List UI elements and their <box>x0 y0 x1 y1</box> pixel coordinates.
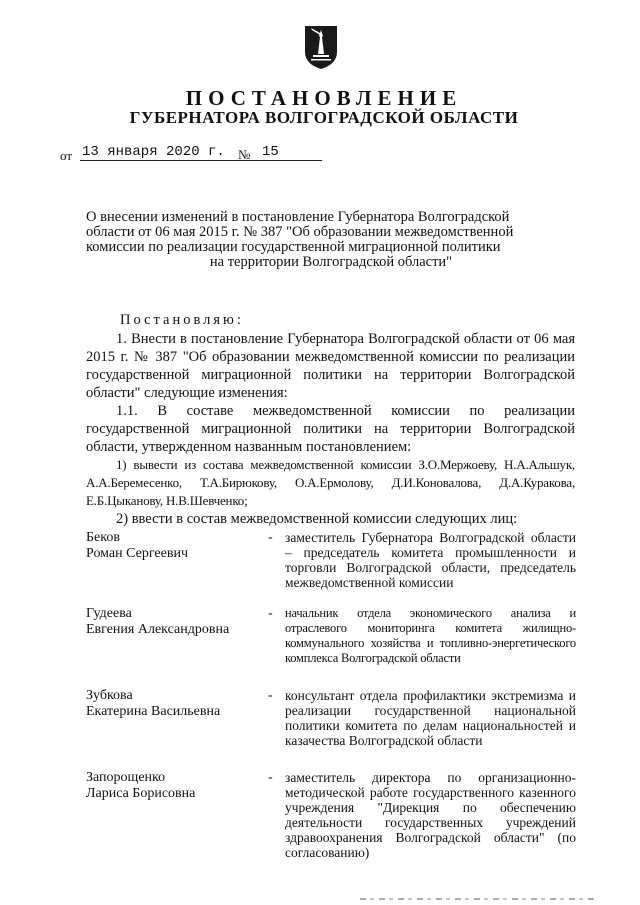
member-name <box>86 530 266 562</box>
member-given-name: Екатерина Васильевна <box>86 704 221 719</box>
number-label: № <box>238 147 251 162</box>
member-surname: Запорощенко <box>86 770 166 785</box>
member-name <box>86 770 266 802</box>
member-surname: Гудеева <box>86 606 132 621</box>
document-subject <box>86 210 576 270</box>
paragraph: 1) вывести из состава межведомственной комиссии З.О.Мержоеву, Н.А.Альшук, А.А.Беремесенко, Т.А.Бирюкову, О.А.Ермолову, Д.И.Коновалова, Д.А.Куракова, Е.Б.Цыканову, Н.В.Шевченко; <box>86 457 575 508</box>
member-surname: Зубкова <box>86 688 133 703</box>
member-name <box>86 606 266 638</box>
document-issuer: ГУБЕРНАТОРА ВОЛГОГРАДСКОЙ ОБЛАСТИ <box>129 108 519 127</box>
subject-line: О внесении изменений в постановление Губернатора Волгоградской <box>86 209 510 225</box>
member-name <box>86 688 266 720</box>
member-position: консультант отдела профилактики экстремизма и реализации государственной национальной политики комитета по делам национальностей и казачества Волгоградской области <box>285 688 576 748</box>
member-dash: - <box>268 530 273 545</box>
subject-line: области от 06 мая 2015 г. № 387 "Об образовании межведомственной <box>86 224 514 240</box>
member-dash: - <box>268 606 273 621</box>
document-date: 13 января 2020 г. <box>80 144 287 161</box>
member-position: заместитель директора по организационно-методической работе государственного казенного учреждения "Дирекция по обеспечению деятельности государственных учреждений здравоохранения Волгоградской области" (по согласованию) <box>285 770 576 860</box>
scan-artifact <box>360 898 598 900</box>
document-body <box>86 330 575 528</box>
paragraph: 1.1. В составе межведомственной комиссии по реализации государственной миграционной политики на территории Волгоградской области, утвержденном названным постановлением: <box>86 403 575 455</box>
subject-line: на территории Волгоградской области" <box>209 254 453 270</box>
date-prefix: от <box>60 148 73 163</box>
volgograd-emblem-icon <box>303 24 339 70</box>
member-surname: Беков <box>86 530 120 545</box>
member-dash: - <box>268 770 273 785</box>
paragraph: 2) ввести в состав межведомственной комиссии следующих лиц: <box>116 511 518 527</box>
document-number: 15 <box>258 144 322 161</box>
member-position: начальник отдела экономического анализа и отраслевого мониторинга комитета жилищно-коммунального хозяйства и топливно-энергетического комплекса Волгоградской области <box>285 606 576 665</box>
document-title: ПОСТАНОВЛЕНИЕ <box>185 86 463 110</box>
member-dash: - <box>268 688 273 703</box>
member-given-name: Роман Сергеевич <box>86 546 188 561</box>
resolve-heading: Постановляю: <box>120 312 244 328</box>
member-given-name: Лариса Борисовна <box>86 786 196 801</box>
member-given-name: Евгения Александровна <box>86 622 230 637</box>
member-position: заместитель Губернатора Волгоградской области – председатель комитета промышленности и торговли Волгоградской области, председатель межведомственной комиссии <box>285 530 576 590</box>
subject-line: комиссии по реализации государственной миграционной политики <box>86 239 501 255</box>
paragraph: 1. Внести в постановление Губернатора Волгоградской области от 06 мая 2015 г. № 387 "Об образовании межведомственной комиссии по реализации государственной миграционной политики на территории Волгоградской области" следующие изменения: <box>86 331 575 401</box>
